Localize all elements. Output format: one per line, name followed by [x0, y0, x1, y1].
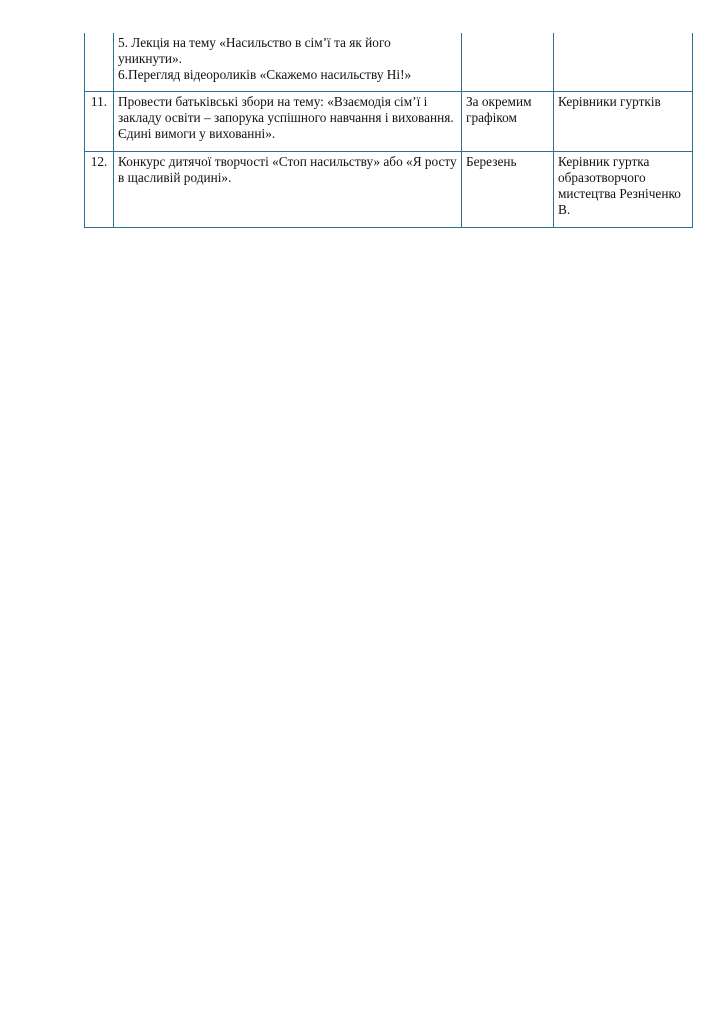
activity-line: 5. Лекція на тему «Насильство в сім’ї та як його уникнути». [118, 35, 391, 66]
date-cell: Березень [462, 151, 554, 227]
date-cell: За окремим графіком [462, 91, 554, 151]
table-row [85, 91, 693, 151]
activity-cell [114, 151, 462, 227]
activity-plan-table [84, 33, 693, 228]
activity-cell [114, 33, 462, 91]
responsible-cell: Керівник гуртка образотворчого мистецтва Резніченко В. [554, 151, 693, 227]
table-row [85, 151, 693, 227]
activity-line: 6.Перегляд відеороликів «Скажемо насильству Ні!» [118, 67, 412, 82]
activity-cell [114, 91, 462, 151]
responsible-cell [554, 33, 693, 91]
table-row [85, 33, 693, 91]
row-number-cell: 11. [85, 91, 114, 151]
date-cell [462, 33, 554, 91]
responsible-cell: Керівники гуртків [554, 91, 693, 151]
activity-line: Провести батьківські збори на тему: «Взаємодія сім’ї і закладу освіти – запорука успішного навчання і виховання. Єдині вимоги у вихованні». [118, 93, 454, 141]
row-number-cell: 12. [85, 151, 114, 227]
activity-line: Конкурс дитячої творчості «Стоп насильству» або «Я росту в щасливій родині». [118, 153, 457, 185]
row-number-cell [85, 33, 114, 91]
